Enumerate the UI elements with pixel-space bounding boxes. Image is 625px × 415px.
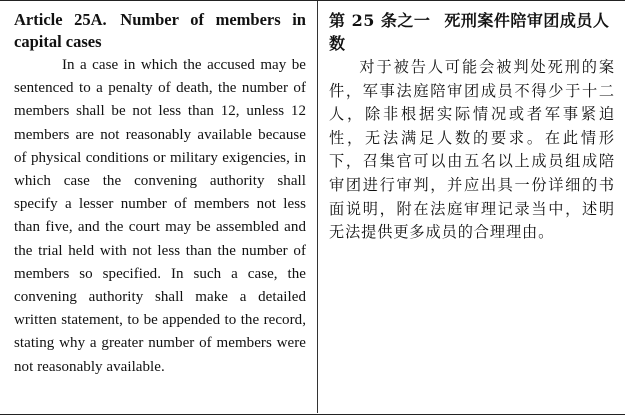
chinese-article-number: 第 25 条之一 bbox=[329, 11, 431, 30]
chinese-article-body: 对于被告人可能会被判处死刑的案件，军事法庭陪审团成员不得少于十二人，除非根据实际情况或者军事紧迫性，无法满足人数的要求。在此情形下，召集官可以由五名以上成员组成陪审团进行审判，并应出具一份详细的书面说明，附在法庭审理记录当中，述明无法提供更多成员的合理理由。 bbox=[329, 58, 615, 242]
english-article-title: Number of members in capital cases bbox=[14, 10, 306, 51]
english-article-number: Article 25A. bbox=[14, 10, 107, 29]
english-article-heading bbox=[14, 9, 306, 53]
chinese-column bbox=[318, 1, 625, 413]
english-column bbox=[0, 1, 318, 413]
chinese-article-title: 死刑案件陪审团成员人数 bbox=[329, 11, 610, 53]
chinese-article-heading bbox=[329, 9, 615, 55]
english-article-body: In a case in which the accused may be sentenced to a penalty of death, the number of members shall be not less than 12, unless 12 members are not reasonably available because of physical conditions or military exigencies, in which case the convening authority shall specify a lesser number of members not less than five, and the court may be assembled and the trial held with not less than the number of members so specified. In such a case, the convening authority shall make a detailed written statement, to be appended to the record, stating why a greater number of members were not reasonably available. bbox=[14, 57, 306, 375]
